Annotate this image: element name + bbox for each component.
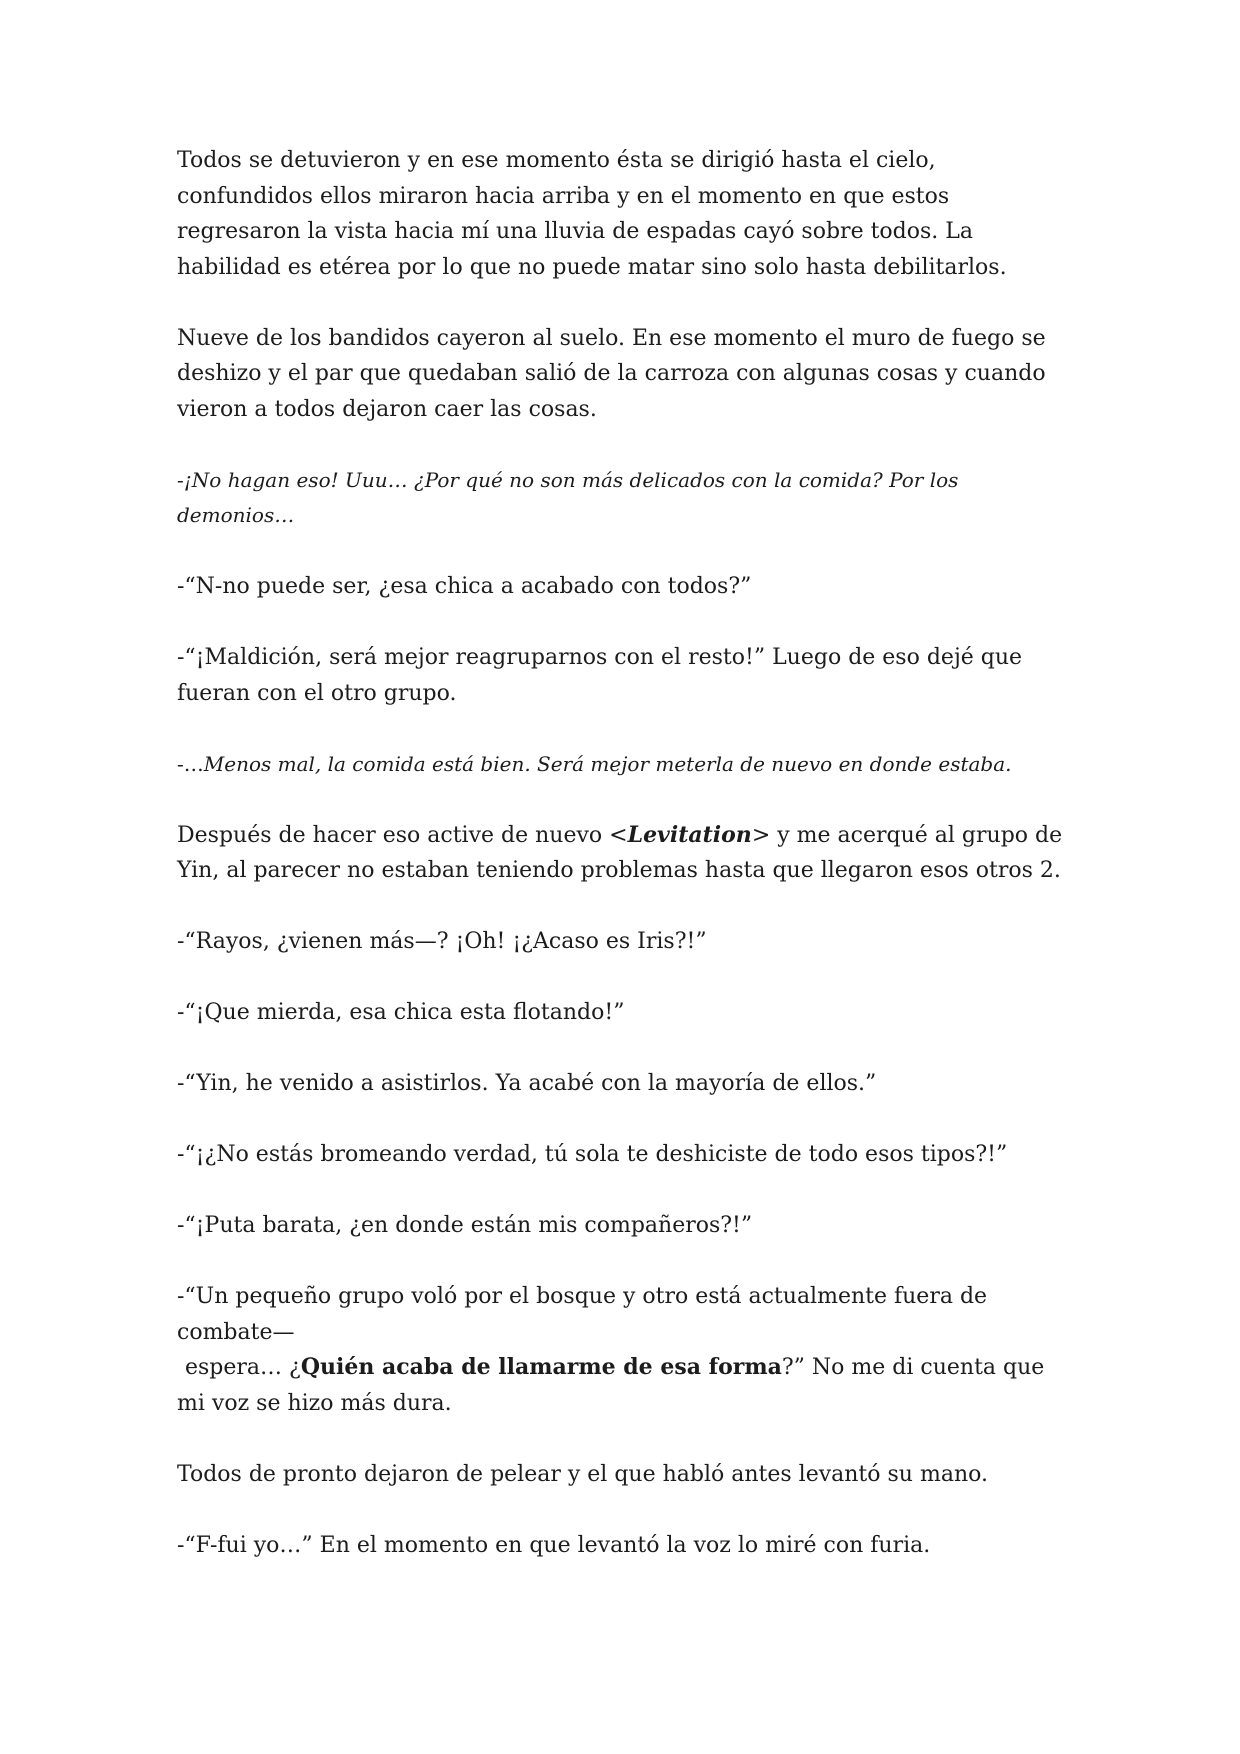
dialogue-line: -“Yin, he venido a asistirlos. Ya acabé con la mayoría de ellos.” (177, 1071, 877, 1096)
narration-paragraph: Todos se detuvieron y en ese momento ésta se dirigió hasta el cielo, confundidos ellos miraron hacia arriba y en el momento en que estos regresaron la vista hacia mí una lluvia de espadas cayó sobre todos. La habilidad es etérea por lo que no puede matar sino solo hasta debilitarlos. (177, 148, 1007, 280)
dialogue-line: -“Rayos, ¿vienen más—? ¡Oh! ¡¿Acaso es Iris?!” (177, 929, 707, 954)
narration-paragraph: Nueve de los bandidos cayeron al suelo. En ese momento el muro de fuego se deshizo y el par que quedaban salió de la carroza con algunas cosas y cuando vieron a todos dejaron caer las cosas. (177, 325, 1046, 422)
dialogue-line: -“¡Maldición, será mejor reagruparnos con el resto!” Luego de eso dejé que fueran con el otro grupo. (177, 645, 1023, 706)
dialogue-line: -“F-fui yo…” En el momento en que levantó la voz lo miré con furia. (177, 1532, 931, 1558)
narration-paragraph: Todos de pronto dejaron de pelear y el que habló antes levantó su mano. (177, 1461, 988, 1487)
dialogue-text: -“Un pequeño grupo voló por el bosque y otro está actualmente fuera de combate— (177, 1284, 988, 1345)
dialogue-italic: -¡No hagan eso! Uuu… ¿Por qué no son más delicados con la comida? Por los demonios… (177, 467, 959, 527)
narration-text: > y me acerqué al grupo de Yin, al parecer no estaban teniendo problemas hasta que llegaron esos otros 2. (177, 822, 1063, 883)
narration-text: Después de hacer eso active de nuevo < (177, 822, 628, 848)
dialogue-text: espera… ¿ (185, 1355, 301, 1380)
dialogue-line: -“N-no puede ser, ¿esa chica a acabado con todos?” (177, 574, 752, 599)
dialogue-line (177, 1279, 1077, 1421)
dialogue-italic (177, 747, 1077, 783)
story-text (177, 143, 1077, 1599)
dialogue-line: -“¡Puta barata, ¿en donde están mis compañeros?!” (177, 1213, 753, 1238)
dialogue-text: ?” No me di cuenta que mi voz se hizo más dura. (177, 1355, 1045, 1416)
emphasis-text: Quién acaba de llamarme de esa forma (300, 1354, 782, 1380)
dialogue-line: -“¡¿No estás bromeando verdad, tú sola te deshiciste de todo esos tipos?!” (177, 1142, 1008, 1167)
dialogue-prefix: -… (177, 751, 204, 776)
italic-thought: Menos mal, la comida está bien. Será mejor meterla de nuevo en donde estaba. (203, 751, 1012, 776)
narration-paragraph (177, 818, 1077, 889)
dialogue-line: -“¡Que mierda, esa chica esta flotando!” (177, 1000, 625, 1025)
skill-name: Levitation (627, 821, 752, 848)
